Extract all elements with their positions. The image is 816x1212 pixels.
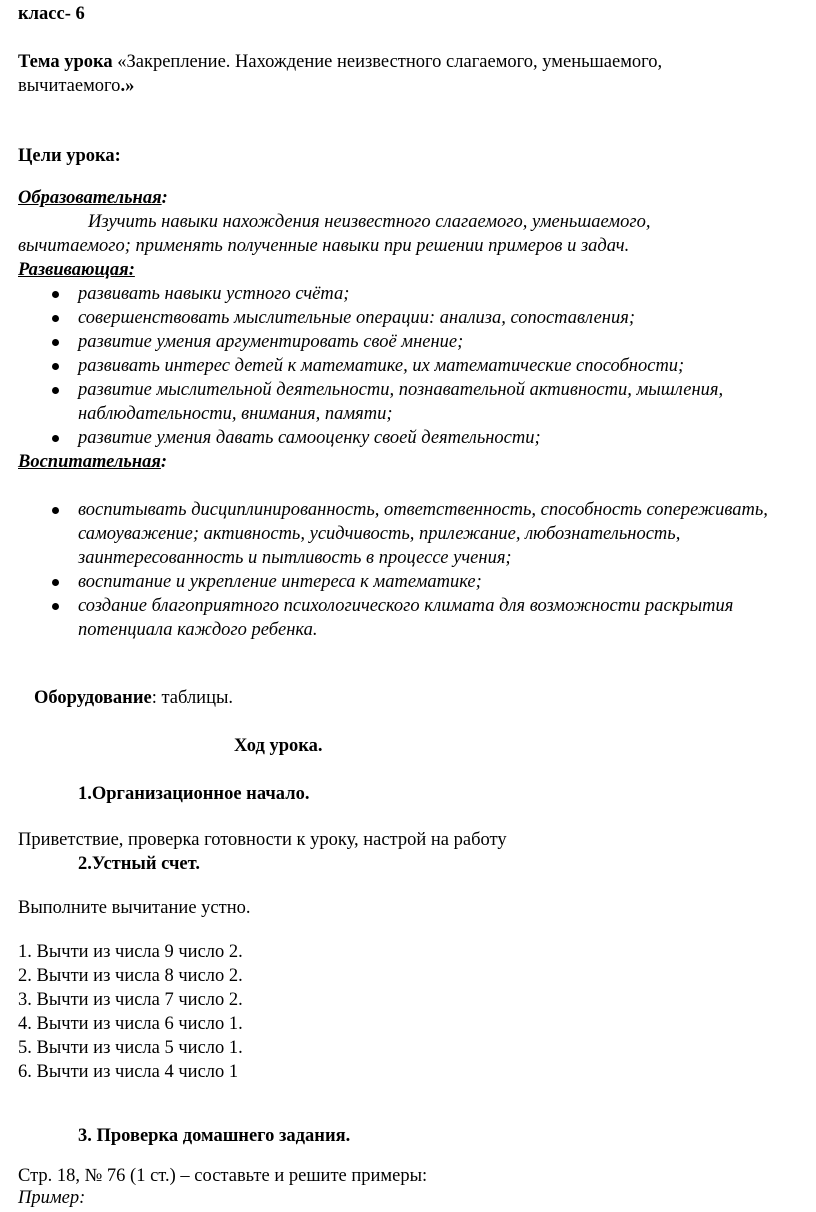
task-item-4: 4. Вычти из числа 6 число 1.: [18, 1014, 243, 1034]
task-item-1: 1. Вычти из числа 9 число 2.: [18, 942, 243, 962]
developing-list: [46, 282, 816, 450]
upbringing-label: Воспитательная: [18, 452, 161, 472]
list-item: воспитывать дисциплинированность, ответственность, способность сопереживать, самоуважение; активность, усидчивость, прилежание, любознательность, заинтересованность и пытливость в процессе учения;: [46, 498, 816, 570]
list-item: развитие мыслительной деятельности, познавательной активности, мышления, наблюдательности, внимания, памяти;: [46, 378, 816, 426]
list-item: развивать интерес детей к математике, их математические способности;: [46, 354, 816, 378]
educational-text-line-1: Изучить навыки нахождения неизвестного слагаемого, уменьшаемого,: [88, 212, 651, 232]
task-item-5: 5. Вычти из числа 5 число 1.: [18, 1038, 243, 1058]
step2-title: 2.Устный счет.: [78, 854, 200, 874]
bullet-icon: [52, 315, 59, 322]
step3-title: 3. Проверка домашнего задания.: [78, 1126, 351, 1146]
topic-text-end: .»: [120, 76, 135, 96]
bullet-icon: [52, 603, 59, 610]
example-label: Пример:: [18, 1188, 86, 1208]
list-item: развивать навыки устного счёта;: [46, 282, 816, 306]
bullet-icon: [52, 387, 59, 394]
educational-colon: :: [161, 188, 168, 208]
lesson-heading: Ход урока.: [234, 736, 323, 756]
grade-label: класс- 6: [18, 4, 85, 24]
step3-text: Стр. 18, № 76 (1 ст.) – составьте и решите примеры:: [18, 1166, 428, 1186]
list-item: воспитание и укрепление интереса к математике;: [46, 570, 816, 594]
list-item: совершенствовать мыслительные операции: анализа, сопоставления;: [46, 306, 816, 330]
topic-text-line-1: «Закрепление. Нахождение неизвестного слагаемого, уменьшаемого,: [117, 52, 663, 72]
developing-label: Развивающая:: [18, 260, 135, 280]
goals-heading: Цели урока:: [18, 146, 121, 166]
bullet-icon: [52, 435, 59, 442]
step1-title: 1.Организационное начало.: [78, 784, 310, 804]
step2-instruction: Выполните вычитание устно.: [18, 898, 251, 918]
bullet-icon: [52, 507, 59, 514]
task-item-2: 2. Вычти из числа 8 число 2.: [18, 966, 243, 986]
topic-label: Тема урока: [18, 52, 113, 72]
topic-line-1: [18, 50, 662, 74]
equipment-label: Оборудование: [34, 688, 152, 708]
topic-text-line-2: вычитаемого: [18, 76, 121, 96]
list-item: создание благоприятного психологического климата для возможности раскрытия потенциала каждого ребенка.: [46, 594, 816, 642]
list-item: развитие умения аргументировать своё мнение;: [46, 330, 816, 354]
task-item-6: 6. Вычти из числа 4 число 1: [18, 1062, 239, 1082]
bullet-icon: [52, 339, 59, 346]
equipment-line: [34, 686, 233, 710]
topic-line-2: [18, 74, 134, 98]
task-item-3: 3. Вычти из числа 7 число 2.: [18, 990, 243, 1010]
upbringing-list: [46, 498, 816, 642]
list-item: развитие умения давать самооценку своей деятельности;: [46, 426, 816, 450]
educational-text-line-2: вычитаемого; применять полученные навыки при решении примеров и задач.: [18, 236, 630, 256]
upbringing-heading: [18, 450, 167, 474]
step1-text: Приветствие, проверка готовности к уроку, настрой на работу: [18, 830, 507, 850]
educational-label: Образовательная: [18, 188, 162, 208]
equipment-value: : таблицы.: [151, 688, 234, 708]
bullet-icon: [52, 291, 59, 298]
bullet-icon: [52, 363, 59, 370]
educational-heading: [18, 186, 168, 210]
upbringing-colon: :: [160, 452, 168, 472]
bullet-icon: [52, 579, 59, 586]
